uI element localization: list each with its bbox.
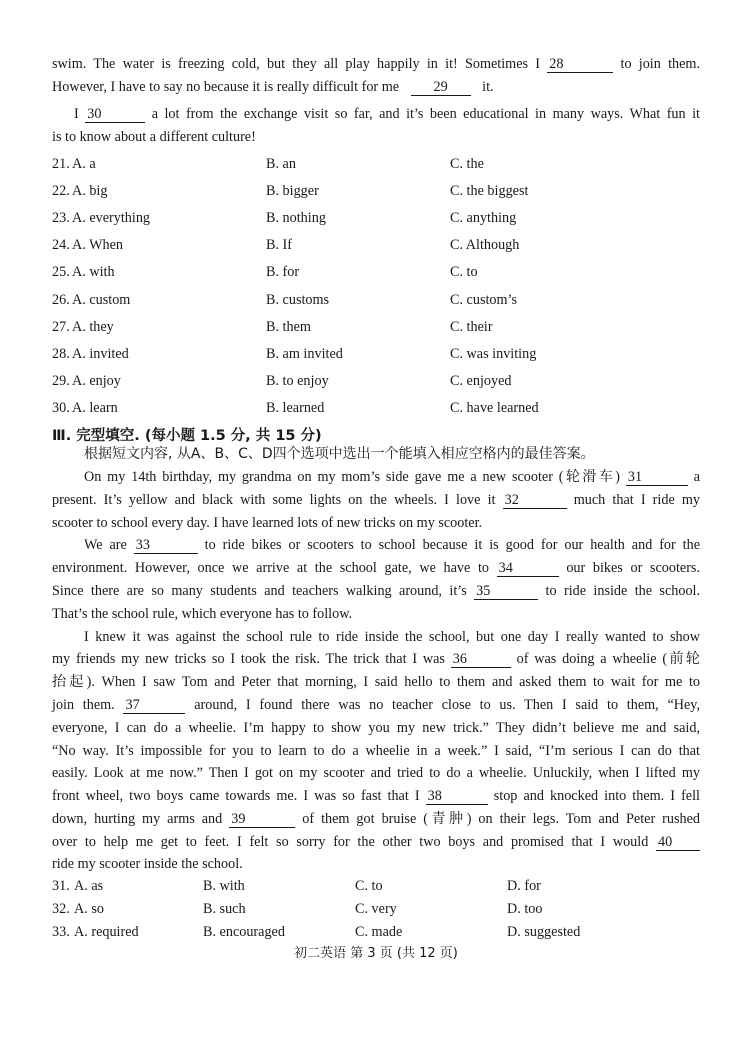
answer-blank-29: 29 (411, 80, 471, 96)
answer-blank-28: 28 (547, 57, 613, 73)
option-b: B. them (266, 318, 311, 335)
option-c: C. to (450, 264, 478, 281)
text: On my 14th birthday, my grandma on my mom’s side gave me a new scooter (轮滑车) (84, 469, 620, 485)
text: much that I ride my (573, 492, 701, 508)
answer-blank-40: 40 (656, 835, 700, 851)
text: around, I found there was no teacher close to us. Then I said to them, “Hey, (194, 697, 701, 713)
passage-line (52, 740, 700, 763)
option-a: A. a (72, 156, 96, 172)
question-number: 27. (52, 318, 70, 335)
question-number: 26. (52, 291, 70, 308)
option-c: C. their (450, 318, 493, 335)
passage-line (52, 671, 700, 694)
option-b: B. learned (266, 399, 325, 416)
option-c: C. have learned (450, 399, 539, 416)
page-footer: 初二英语 第 3 页 (共 12 页) (294, 946, 458, 961)
option-a: A. everything (72, 210, 151, 227)
option-b: B. an (266, 156, 296, 172)
option-row (52, 343, 700, 366)
passage-line (74, 103, 700, 126)
option-b: B. with (203, 878, 245, 894)
option-a: A. When (72, 237, 123, 254)
passage-line (52, 648, 700, 671)
question-number: 29. (52, 372, 70, 389)
option-a: A. so (74, 901, 104, 917)
option-a: A. as (74, 878, 104, 894)
text: to ride bikes or scooters to school because it is good for our health and for the (204, 537, 701, 553)
option-b: B. encouraged (203, 924, 285, 940)
option-row (52, 234, 700, 257)
text: to join them. (620, 56, 701, 72)
text: to ride inside the school. (545, 583, 701, 599)
passage-line (84, 626, 700, 649)
text: scooter to school every day. I have learned lots of new tricks on my scooter. (52, 515, 483, 531)
option-b: B. If (266, 237, 293, 254)
option-b: B. customs (266, 291, 330, 308)
option-c: C. anything (450, 210, 517, 227)
question-number: 21. (52, 156, 70, 172)
option-b: B. nothing (266, 210, 326, 227)
answer-blank-36: 36 (451, 652, 511, 668)
option-c: C. the (450, 156, 484, 172)
option-a: A. with (72, 264, 115, 281)
text: present. It’s yellow and black with some lights on the wheels. I love it (52, 492, 496, 508)
option-row (52, 261, 700, 284)
text: I (74, 106, 79, 122)
answer-blank-30: 30 (85, 107, 145, 123)
question-number: 28. (52, 345, 70, 362)
answer-blank-34: 34 (497, 561, 559, 577)
text: stop and knocked into them. I fell (493, 788, 700, 804)
passage-line (52, 126, 700, 149)
text: our bikes or scooters. (566, 560, 700, 576)
option-row (52, 370, 700, 393)
passage-line (52, 76, 700, 99)
option-a: A. required (74, 924, 139, 940)
option-c: C. made (355, 924, 403, 940)
text: over to help me get to feet. I felt so sorry for the other two boys and promised that I would (52, 834, 649, 850)
option-b: B. for (266, 264, 300, 281)
text: of them got bruise (青肿) on their legs. Tom and Peter rushed (302, 811, 701, 827)
text: everyone, I can do a wheelie. I’m happy to show you my new trick.” They didn’t believe me and said, (52, 720, 700, 736)
option-d: D. for (507, 878, 541, 894)
passage-line (52, 808, 700, 831)
option-b: B. bigger (266, 183, 319, 200)
answer-blank-35: 35 (474, 584, 538, 600)
option-b: B. such (203, 901, 246, 917)
text: it. (482, 79, 494, 95)
option-d: D. too (507, 901, 543, 917)
option-c: C. to (355, 878, 383, 894)
text: swim. The water is freezing cold, but they all play happily in it! Sometimes I (52, 56, 540, 72)
text: 抬起). When I saw Tom and Peter that morning, I said hello to them and asked them to wait for me to (52, 674, 700, 690)
passage-line (52, 557, 700, 580)
question-number: 33. (52, 924, 70, 940)
text: join them. (52, 697, 115, 713)
question-number: 22. (52, 183, 70, 200)
text: front wheel, two boys came towards me. I was so fast that I (52, 788, 420, 804)
option-a: A. big (72, 183, 108, 200)
question-number: 23. (52, 210, 70, 227)
option-row (52, 875, 700, 898)
question-number: 30. (52, 399, 70, 416)
option-row (52, 898, 700, 921)
passage-line (84, 534, 700, 557)
option-c: C. was inviting (450, 345, 537, 362)
text: Since there are so many students and teachers walking around, it’s (52, 583, 467, 599)
answer-blank-37: 37 (123, 698, 185, 714)
answer-blank-39: 39 (229, 812, 295, 828)
text: a (693, 469, 700, 485)
option-c: C. enjoyed (450, 372, 512, 389)
text: However, I have to say no because it is really difficult for me (52, 79, 400, 95)
passage-line (84, 466, 700, 489)
section-instruction: 根据短文内容, 从A、B、C、D四个选项中选出一个能填入相应空格内的最佳答案。 (84, 446, 595, 462)
option-c: C. Although (450, 237, 520, 254)
passage-line (52, 762, 700, 785)
option-b: B. am invited (266, 345, 343, 362)
text: That’s the school rule, which everyone has to follow. (52, 606, 353, 622)
text: is to know about a different culture! (52, 129, 256, 145)
option-a: A. learn (72, 399, 118, 416)
passage-line (52, 831, 700, 854)
option-b: B. to enjoy (266, 372, 329, 389)
answer-blank-31: 31 (626, 470, 688, 486)
passage-line (52, 785, 700, 808)
text: down, hurting my arms and (52, 811, 223, 827)
text: “No way. It’s impossible for you to learn to do a wheelie in a week.” I said, “I’m serious I can do that (52, 743, 700, 759)
option-a: A. custom (72, 291, 131, 308)
passage-line (52, 603, 700, 626)
passage-line (52, 853, 700, 876)
text: environment. However, once we arrive at the school gate, we have to (52, 560, 489, 576)
question-number: 24. (52, 237, 70, 254)
option-row (52, 207, 700, 230)
section-heading: Ⅲ. 完型填空. (每小题 1.5 分, 共 15 分) (52, 428, 322, 444)
option-a: A. they (72, 318, 114, 335)
question-number: 25. (52, 264, 70, 281)
text: We are (84, 537, 127, 553)
answer-blank-38: 38 (426, 789, 488, 805)
passage-line (52, 489, 700, 512)
option-row (52, 921, 700, 944)
question-number: 31. (52, 878, 70, 894)
option-row (52, 397, 700, 420)
text: of was doing a wheelie (前轮 (516, 651, 700, 667)
answer-blank-33: 33 (134, 538, 198, 554)
option-c: C. the biggest (450, 183, 529, 200)
option-d: D. suggested (507, 924, 581, 940)
text: easily. Look at me now.” Then I got on my scooter and tried to do a wheelie. Unluckily, when I lifted my (52, 765, 700, 781)
answer-blank-32: 32 (503, 493, 567, 509)
text: I knew it was against the school rule to ride inside the school, but one day I really wanted to show (84, 629, 700, 645)
question-number: 32. (52, 901, 70, 917)
option-row (52, 153, 700, 176)
option-c: C. very (355, 901, 397, 917)
passage-line (52, 580, 700, 603)
option-row (52, 180, 700, 203)
passage-line (52, 512, 700, 535)
passage-line (52, 694, 700, 717)
option-a: A. invited (72, 345, 129, 362)
text: a lot from the exchange visit so far, and it’s been educational in many ways. What fun it (151, 106, 700, 122)
option-a: A. enjoy (72, 372, 121, 389)
passage-line (52, 717, 700, 740)
text: my friends my new tricks so I took the risk. The trick that I was (52, 651, 445, 667)
passage-line (52, 53, 700, 76)
text: ride my scooter inside the school. (52, 856, 243, 872)
option-row (52, 289, 700, 312)
option-row (52, 316, 700, 339)
option-c: C. custom’s (450, 291, 518, 308)
